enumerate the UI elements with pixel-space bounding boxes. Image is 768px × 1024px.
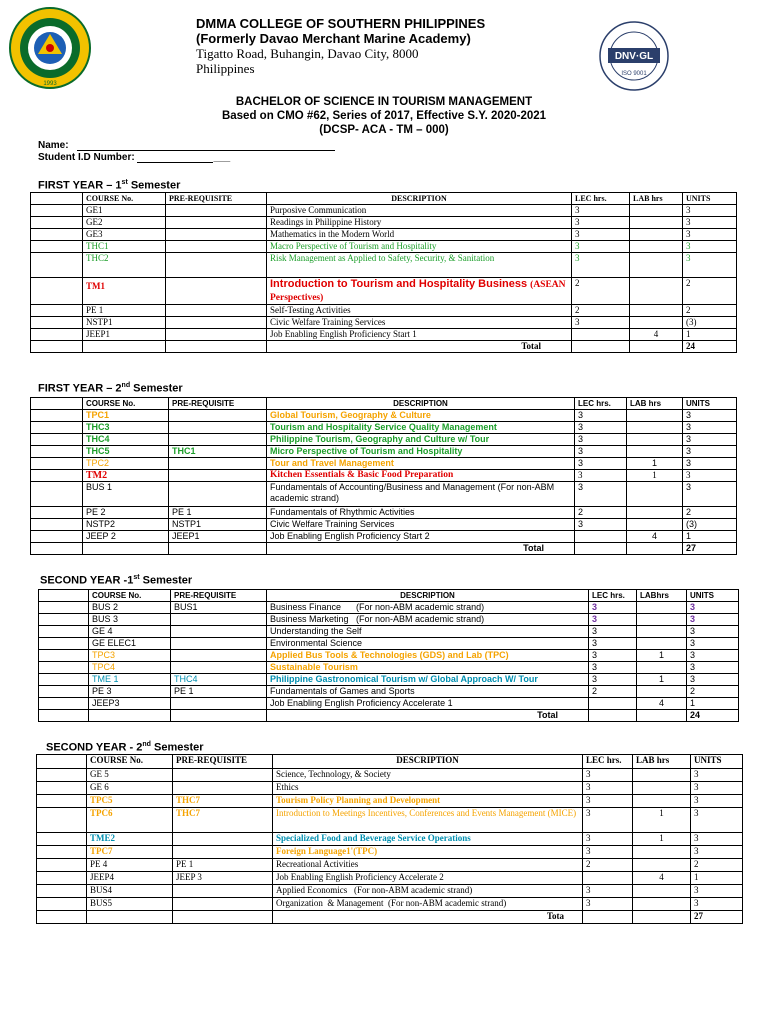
table-row: THC4 Philippine Tourism, Geography and Culture w/ Tour 3 3 <box>31 434 737 446</box>
total-row: Total 24 <box>31 341 737 353</box>
college-address: Tigatto Road, Buhangin, Davao City, 8000 <box>196 46 419 61</box>
sem4-title: SECOND YEAR - 2nd Semester <box>46 741 204 754</box>
college-former-name: (Formerly Davao Merchant Marine Academy) <box>196 31 471 46</box>
table-row: TPC1 Global Tourism, Geography & Culture 3 3 <box>31 410 737 422</box>
table-row: GE 4 Understanding the Self 3 3 <box>39 626 739 638</box>
table-row: TM2 Kitchen Essentials & Basic Food Preparation 3 1 3 <box>31 470 737 482</box>
table-row: JEEP 2 JEEP1 Job Enabling English Proficiency Start 2 4 1 <box>31 531 737 543</box>
table-row: PE 3 PE 1 Fundamentals of Games and Sports 2 2 <box>39 686 739 698</box>
table-row: NSTP2 NSTP1 Civic Welfare Training Services 3 (3) <box>31 519 737 531</box>
table-row: GE1 Purposive Communication 3 3 <box>31 205 737 217</box>
table-row: GE3 Mathematics in the Modern World 3 3 <box>31 229 737 241</box>
total-row: Total 27 <box>31 543 737 555</box>
dnv-certification-logo <box>578 20 690 92</box>
student-id-label: Student I.D Number: <box>38 152 135 163</box>
seal-year: 1993 <box>43 81 57 87</box>
table-row: THC3 Tourism and Hospitality Service Quality Management 3 3 <box>31 422 737 434</box>
table-row: GE 6 Ethics 3 3 <box>37 782 743 795</box>
table-row: BUS 1 Fundamentals of Accounting/Business and Management (For non-ABM academic strand) 3 3 <box>31 482 737 507</box>
total-row: Tota 27 <box>37 911 743 924</box>
table-row: PE 1 Self-Testing Activities 2 2 <box>31 305 737 317</box>
table-row: GE ELEC1 Environmental Science 3 3 <box>39 638 739 650</box>
table-row: THC5 THC1 Micro Perspective of Tourism and Hospitality 3 3 <box>31 446 737 458</box>
table-header-row: COURSE No. PRE-REQUISITE DESCRIPTION LEC hrs. LAB hrs UNITS <box>31 398 737 410</box>
table-header-row: COURSE No. PRE-REQUISITE DESCRIPTION LEC hrs. LAB hrs UNITS <box>37 755 743 769</box>
name-field[interactable] <box>38 140 335 151</box>
sem3-title: SECOND YEAR -1st Semester <box>40 574 193 587</box>
sem3-table <box>38 589 739 722</box>
college-name: DMMA COLLEGE OF SOUTHERN PHILIPPINES <box>196 16 486 31</box>
table-row: TPC7 Foreign Language1'(TPC) 3 3 <box>37 846 743 859</box>
table-row: GE2 Readings in Philippine History 3 3 <box>31 217 737 229</box>
table-row: TME 1 THC4 Philippine Gastronomical Tourism w/ Global Approach W/ Tour 3 1 3 <box>39 674 739 686</box>
student-id-field[interactable]: Student I.D Number: ___ <box>38 152 231 163</box>
cert-iso: ISO 9001 <box>621 71 647 77</box>
table-header-row: COURSE No. PRE-REQUISITE DESCRIPTION LEC hrs. LAB hrs UNITS <box>31 193 737 205</box>
table-row: JEEP3 Job Enabling English Proficiency Accelerate 1 4 1 <box>39 698 739 710</box>
table-header-row: COURSE No. PRE-REQUISITE DESCRIPTION LEC hrs. LABhrs UNITS <box>39 590 739 602</box>
college-seal-logo <box>8 6 92 90</box>
cert-brand: DNV·GL <box>614 51 654 62</box>
table-row: TPC2 Tour and Travel Management 3 1 3 <box>31 458 737 470</box>
table-row: PE 4 PE 1 Recreational Activities 2 2 <box>37 859 743 872</box>
college-header <box>196 16 556 76</box>
table-row: TPC5 THC7 Tourism Policy Planning and Development 3 3 <box>37 795 743 808</box>
table-row: TM1 Introduction to Tourism and Hospitality Business (ASEAN Perspectives) 2 2 <box>31 278 737 305</box>
table-row: JEEP1 Job Enabling English Proficiency Start 1 4 1 <box>31 329 737 341</box>
sem2-table <box>30 397 737 555</box>
table-row: THC1 Macro Perspective of Tourism and Hospitality 3 3 <box>31 241 737 253</box>
program-title: BACHELOR OF SCIENCE IN TOURISM MANAGEMENT <box>235 96 533 108</box>
sem1-table <box>30 192 737 353</box>
table-row: PE 2 PE 1 Fundamentals of Rhythmic Activities 2 2 <box>31 507 737 519</box>
table-row: BUS5 Organization & Management (For non-ABM academic strand) 3 3 <box>37 898 743 911</box>
table-row: NSTP1 Civic Welfare Training Services 3 (3) <box>31 317 737 329</box>
table-row: BUS4 Applied Economics (For non-ABM academic strand) 3 3 <box>37 885 743 898</box>
program-basis: Based on CMO #62, Series of 2017, Effective S.Y. 2020-2021 <box>221 110 547 122</box>
table-row: BUS 2 BUS1 Business Finance (For non-ABM academic strand) 3 3 <box>39 602 739 614</box>
name-line[interactable] <box>77 140 335 151</box>
program-code: (DCSP- ACA - TM – 000) <box>319 124 449 136</box>
table-row: TPC3 Applied Bus Tools & Technologies (GDS) and Lab (TPC) 3 1 3 <box>39 650 739 662</box>
sem4-table <box>36 754 743 924</box>
table-row: TPC6 THC7 Introduction to Meetings Incentives, Conferences and Events Management (MICE) 3 1 3 <box>37 808 743 833</box>
table-row: TPC4 Sustainable Tourism 3 3 <box>39 662 739 674</box>
college-country: Philippines <box>196 61 255 76</box>
table-row: GE 5 Science, Technology, & Society 3 3 <box>37 769 743 782</box>
table-row: JEEP4 JEEP 3 Job Enabling English Proficiency Accelerate 2 4 1 <box>37 872 743 885</box>
sem2-title: FIRST YEAR – 2nd Semester <box>38 382 183 395</box>
total-row: Total 24 <box>39 710 739 722</box>
table-row: TME2 Specialized Food and Beverage Service Operations 3 1 3 <box>37 833 743 846</box>
student-id-line[interactable] <box>137 152 213 163</box>
sem1-title: FIRST YEAR – 1st Semester <box>38 179 181 192</box>
table-row: BUS 3 Business Marketing (For non-ABM academic strand) 3 3 <box>39 614 739 626</box>
name-label: Name: <box>38 140 69 151</box>
table-row: THC2 Risk Management as Applied to Safety, Security, & Sanitation 3 3 <box>31 253 737 278</box>
